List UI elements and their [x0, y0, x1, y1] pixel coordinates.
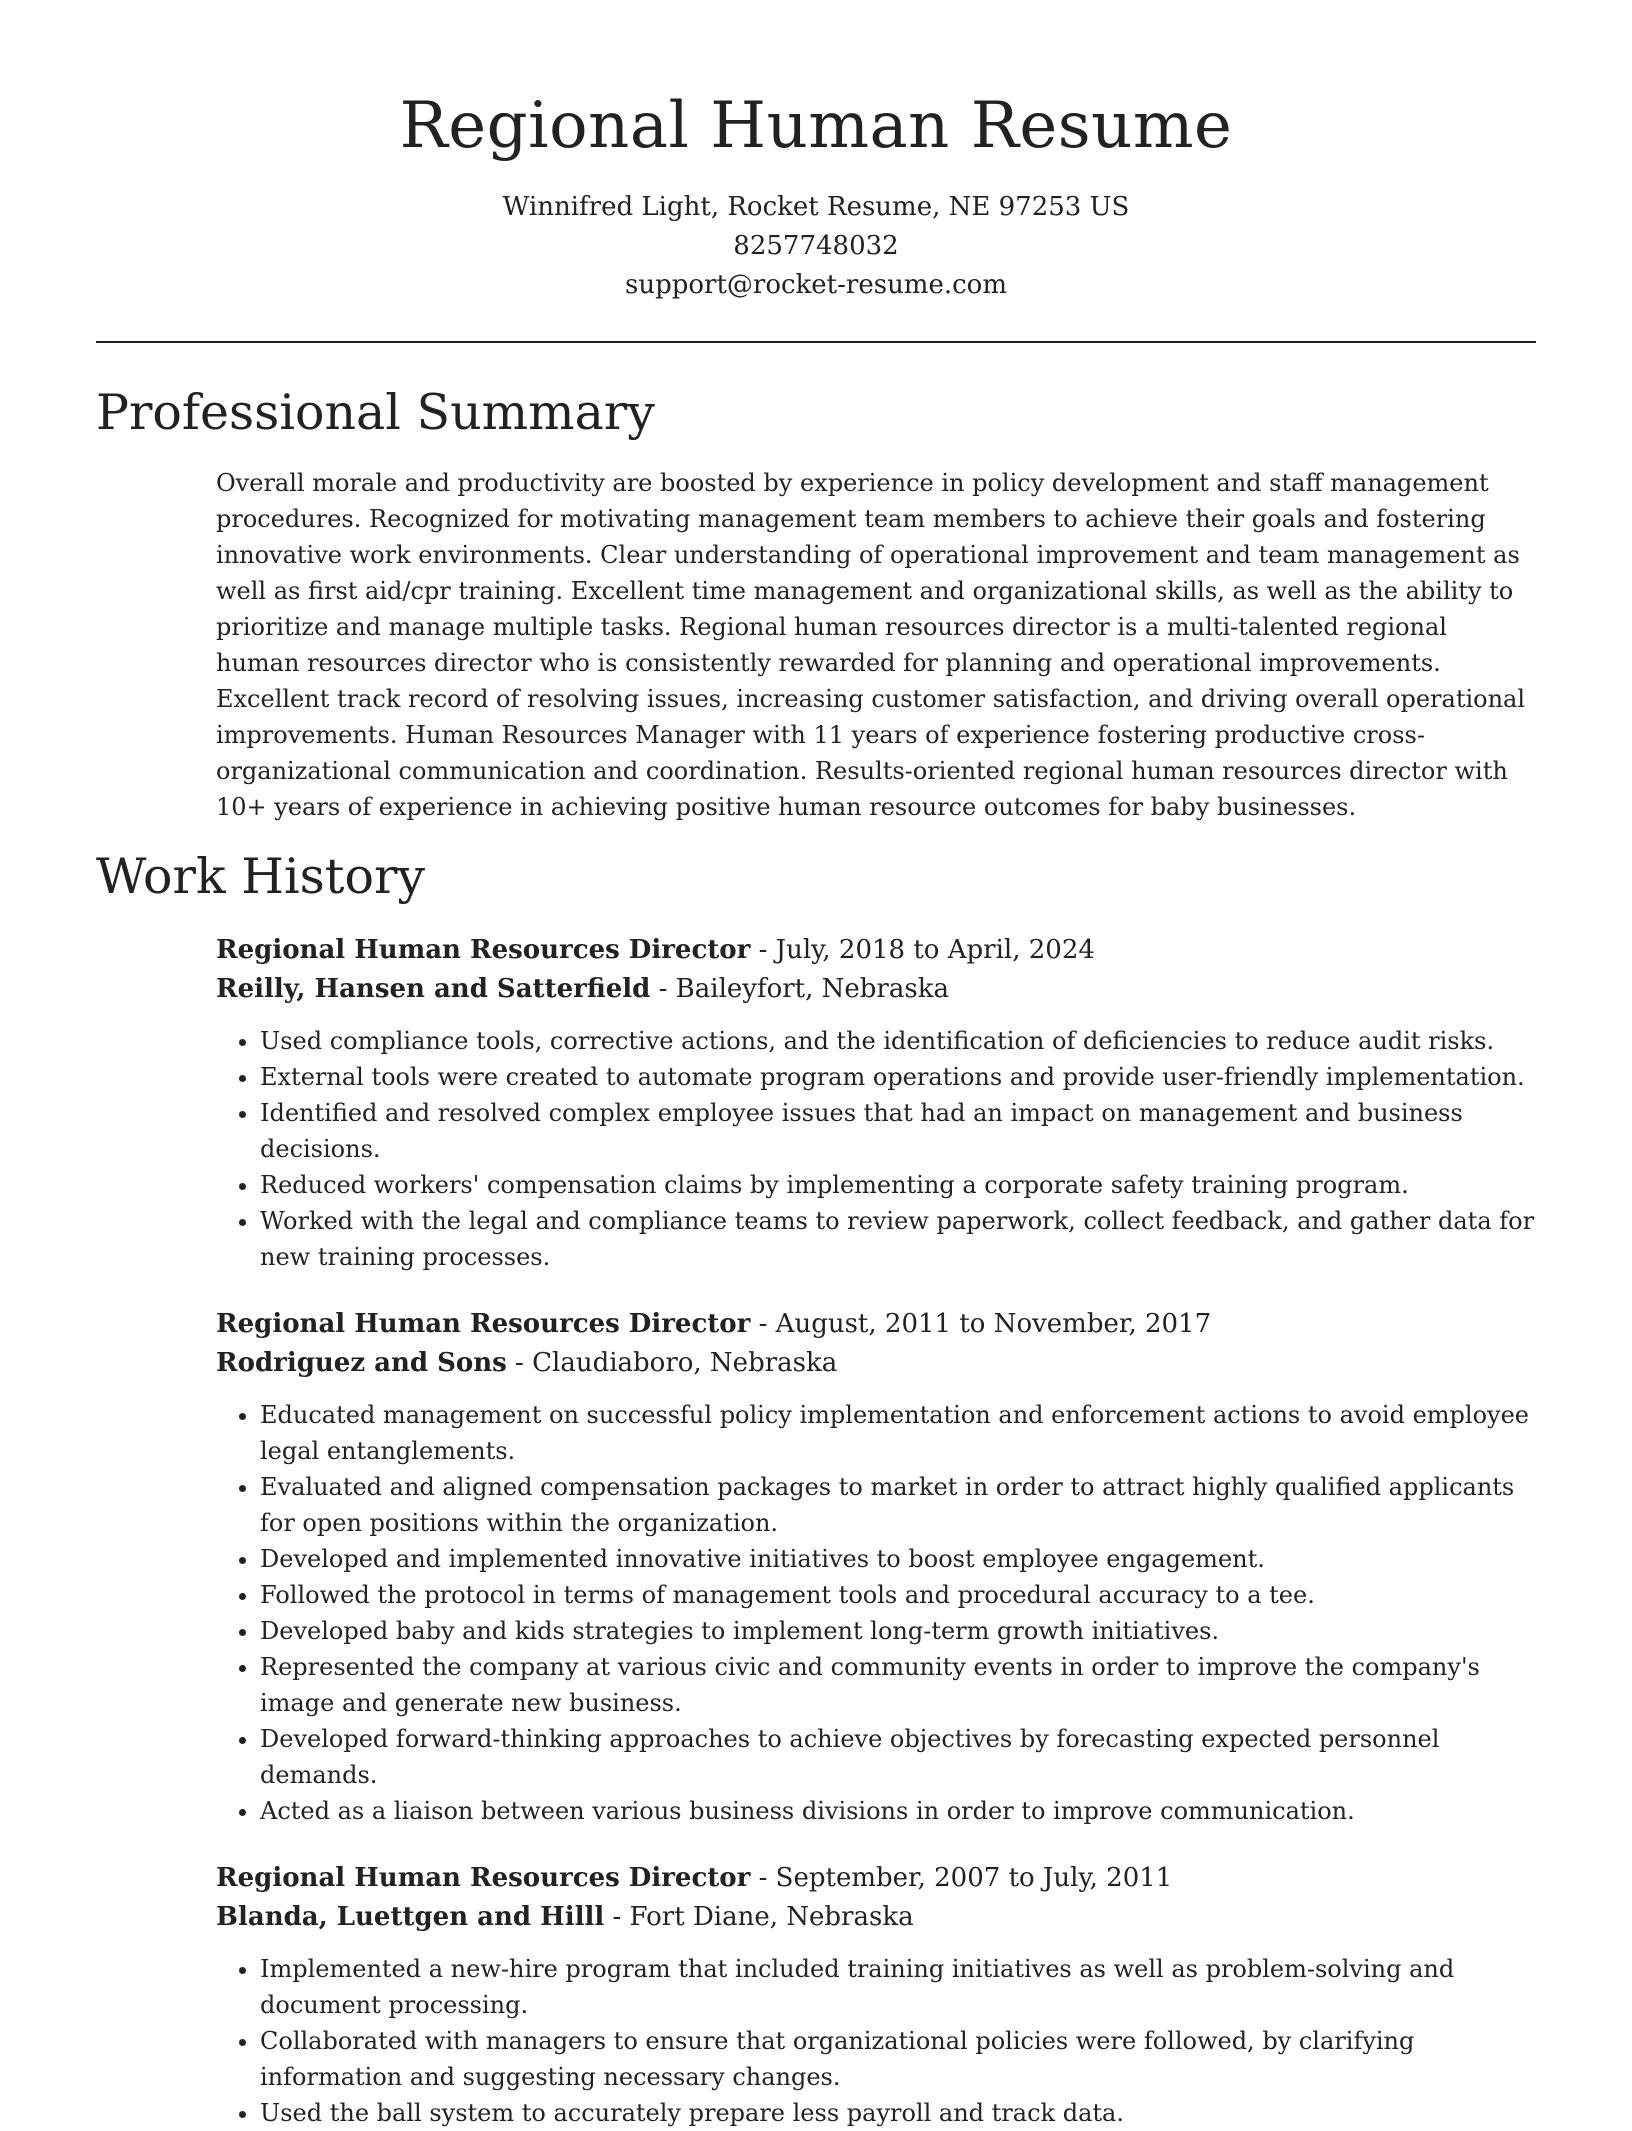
job-position: Regional Human Resources Director — [216, 1309, 751, 1339]
job-bullet: • Evaluated and aligned compensation packages to market in order to attract highly qualified applicants for open positions within the organization. — [260, 1469, 1536, 1541]
job-dates: - September, 2007 to July, 2011 — [750, 1863, 1173, 1893]
job-company-line — [216, 970, 1536, 1009]
job-bullet: • Used compliance tools, corrective actions, and the identification of deficiencies to reduce audit risks. — [260, 1023, 1536, 1059]
job-title-line — [216, 1859, 1536, 1898]
job-bullet: • Reduced workers' compensation claims by implementing a corporate safety training program. — [260, 1167, 1536, 1203]
job-entry — [216, 1859, 1536, 2131]
job-location: - Baileyfort, Nebraska — [650, 974, 949, 1004]
job-bullets — [216, 1397, 1536, 1829]
summary-text: Overall morale and productivity are boosted by experience in policy development and staff management procedures. Recognized for motivating management team members to achieve their goals and fostering innovative work environments. Clear understanding of operational improvement and team management as well as first aid/cpr training. Excellent time management and organizational skills, as well as the ability to prioritize and manage multiple tasks. Regional human resources director is a multi-talented regional human resources director who is consistently rewarded for planning and operational improvements. Excellent track record of resolving issues, increasing customer satisfaction, and driving overall operational improvements. Human Resources Manager with 11 years of experience fostering productive cross-organizational communication and coordination. Results-oriented regional human resources director with 10+ years of experience in achieving positive human resource outcomes for baby businesses. — [216, 469, 1526, 821]
professional-summary-section — [96, 383, 1536, 825]
job-bullet: • Worked with the legal and compliance teams to review paperwork, collect feedback, and gather data for new training processes. — [260, 1203, 1536, 1275]
contact-email: support@rocket-resume.com — [624, 270, 1007, 300]
job-bullets — [216, 1951, 1536, 2131]
job-entry — [216, 931, 1536, 1275]
contact-address: Winnifred Light, Rocket Resume, NE 97253 US — [502, 192, 1130, 222]
section-title-work-history: Work History — [96, 848, 426, 905]
job-bullet: • Used the ball system to accurately prepare less payroll and track data. — [260, 2095, 1536, 2131]
job-company: Reilly, Hansen and Satterfield — [216, 974, 651, 1004]
job-bullet: • Developed baby and kids strategies to implement long-term growth initiatives. — [260, 1613, 1536, 1649]
section-title-summary: Professional Summary — [96, 384, 655, 441]
job-bullet: • Developed and implemented innovative initiatives to boost employee engagement. — [260, 1541, 1536, 1577]
job-dates: - July, 2018 to April, 2024 — [750, 935, 1095, 965]
job-dates: - August, 2011 to November, 2017 — [750, 1309, 1212, 1339]
job-bullet: • Followed the protocol in terms of management tools and procedural accuracy to a tee. — [260, 1577, 1536, 1613]
contact-info — [0, 188, 1632, 305]
job-position: Regional Human Resources Director — [216, 935, 751, 965]
job-bullet: • Educated management on successful policy implementation and enforcement actions to avoid employee legal entanglements. — [260, 1397, 1536, 1469]
job-company-line — [216, 1344, 1536, 1383]
work-history-section — [96, 847, 1536, 2131]
job-entry — [216, 1305, 1536, 1829]
job-location: - Claudiaboro, Nebraska — [506, 1348, 838, 1378]
job-title-line — [216, 1305, 1536, 1344]
job-bullets — [216, 1023, 1536, 1275]
job-location: - Fort Diane, Nebraska — [604, 1902, 914, 1932]
resume-header — [0, 0, 1632, 305]
job-bullet: • Represented the company at various civic and community events in order to improve the company's image and generate new business. — [260, 1649, 1536, 1721]
job-bullet: • Implemented a new-hire program that included training initiatives as well as problem-solving and document processing. — [260, 1951, 1536, 2023]
contact-phone: 8257748032 — [733, 231, 899, 261]
job-company: Rodriguez and Sons — [216, 1348, 507, 1378]
job-company: Blanda, Luettgen and Hilll — [216, 1902, 605, 1932]
job-company-line — [216, 1898, 1536, 1937]
header-divider — [96, 341, 1536, 343]
job-title-line — [216, 931, 1536, 970]
job-bullet: • Identified and resolved complex employee issues that had an impact on management and business decisions. — [260, 1095, 1536, 1167]
job-bullet: • Collaborated with managers to ensure that organizational policies were followed, by clarifying information and suggesting necessary changes. — [260, 2023, 1536, 2095]
job-position: Regional Human Resources Director — [216, 1863, 751, 1893]
job-bullet: • External tools were created to automate program operations and provide user-friendly implementation. — [260, 1059, 1536, 1095]
resume-title: Regional Human Resume — [399, 89, 1233, 163]
job-bullet: • Developed forward-thinking approaches to achieve objectives by forecasting expected personnel demands. — [260, 1721, 1536, 1793]
job-bullet: • Acted as a liaison between various business divisions in order to improve communication. — [260, 1793, 1536, 1829]
